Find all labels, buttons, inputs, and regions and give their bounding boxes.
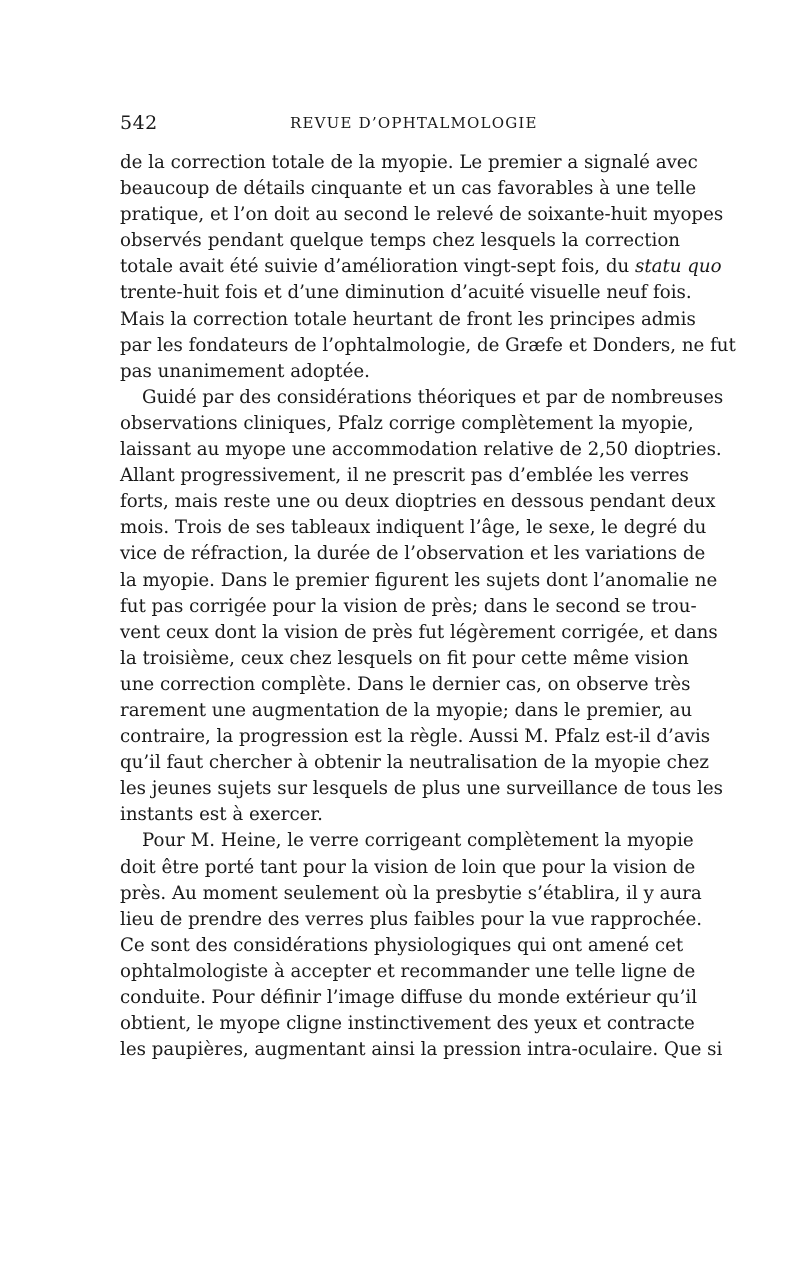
text-line: pas unanimement adoptée. bbox=[120, 360, 370, 382]
text-line: près. Au moment seulement où la presbytie s’établira, il y aura bbox=[120, 882, 702, 904]
text-line: Mais la correction totale heurtant de front les principes admis bbox=[120, 308, 696, 330]
text-line: Pour M. Heine, le verre corrigeant complètement la myopie bbox=[142, 830, 694, 852]
text-run: totale avait été suivie d’amélioration vingt-sept fois, du bbox=[120, 256, 635, 278]
text-line: obtient, le myope cligne instinctivement des yeux et contracte bbox=[120, 1013, 695, 1035]
text-line: beaucoup de détails cinquante et un cas favorables à une telle bbox=[120, 178, 697, 200]
text-line bbox=[120, 254, 722, 280]
text-line: par les fondateurs de l’ophtalmologie, de Græfe et Donders, ne fut bbox=[120, 334, 736, 356]
italic-text: statu quo bbox=[635, 256, 722, 278]
text-line: pratique, et l’on doit au second le relevé de soixante-huit myopes bbox=[120, 204, 724, 226]
running-head bbox=[120, 112, 680, 142]
text-line: Ce sont des considérations physiologiques qui ont amené cet bbox=[120, 934, 684, 956]
text-line: de la correction totale de la myopie. Le premier a signalé avec bbox=[120, 152, 698, 173]
text-line: Guidé par des considérations théoriques et par de nombreuses bbox=[142, 386, 724, 408]
text-line: conduite. Pour définir l’image diffuse du monde extérieur qu’il bbox=[120, 987, 698, 1008]
body-text bbox=[120, 150, 736, 1063]
text-line: ophtalmologiste à accepter et recommander une telle ligne de bbox=[120, 960, 696, 982]
text-line: mois. Trois de ses tableaux indiquent l’âge, le sexe, le degré du bbox=[120, 517, 707, 539]
text-line: vice de réfraction, la durée de l’observation et les variations de bbox=[120, 543, 706, 565]
page-number: 542 bbox=[120, 112, 158, 134]
text-line: observés pendant quelque temps chez lesquels la correction bbox=[120, 230, 680, 252]
text-line: la troisième, ceux chez lesquels on fit pour cette même vision bbox=[120, 647, 689, 669]
text-line: Allant progressivement, il ne prescrit pas d’emblée les verres bbox=[120, 465, 689, 487]
text-line: instants est à exercer. bbox=[120, 804, 323, 826]
text-line: qu’il faut chercher à obtenir la neutralisation de la myopie chez bbox=[120, 752, 709, 774]
text-line: doit être porté tant pour la vision de loin que pour la vision de bbox=[120, 856, 696, 878]
running-title: REVUE D’OPHTALMOLOGIE bbox=[290, 114, 538, 132]
text-line: la myopie. Dans le premier figurent les sujets dont l’anomalie ne bbox=[120, 569, 718, 591]
text-line: contraire, la progression est la règle. Aussi M. Pfalz est-il d’avis bbox=[120, 726, 711, 748]
text-line: rarement une augmentation de la myopie; dans le premier, au bbox=[120, 699, 693, 721]
text-line: lieu de prendre des verres plus faibles pour la vue rapprochée. bbox=[120, 908, 703, 930]
text-line: trente-huit fois et d’une diminution d’acuité visuelle neuf fois. bbox=[120, 282, 692, 304]
text-line: une correction complète. Dans le dernier cas, on observe très bbox=[120, 673, 691, 695]
text-line: observations cliniques, Pfalz corrige complètement la myopie, bbox=[120, 412, 694, 434]
text-line: forts, mais reste une ou deux dioptries en dessous pendant deux bbox=[120, 491, 716, 513]
text-line: les paupières, augmentant ainsi la pression intra-oculaire. Que si bbox=[120, 1039, 723, 1061]
text-line: les jeunes sujets sur lesquels de plus une surveillance de tous les bbox=[120, 778, 723, 800]
text-line: laissant au myope une accommodation relative de 2,50 dioptries. bbox=[120, 439, 722, 461]
text-line: fut pas corrigée pour la vision de près; dans le second se trou- bbox=[120, 595, 697, 617]
text-line: vent ceux dont la vision de près fut légèrement corrigée, et dans bbox=[120, 621, 718, 643]
